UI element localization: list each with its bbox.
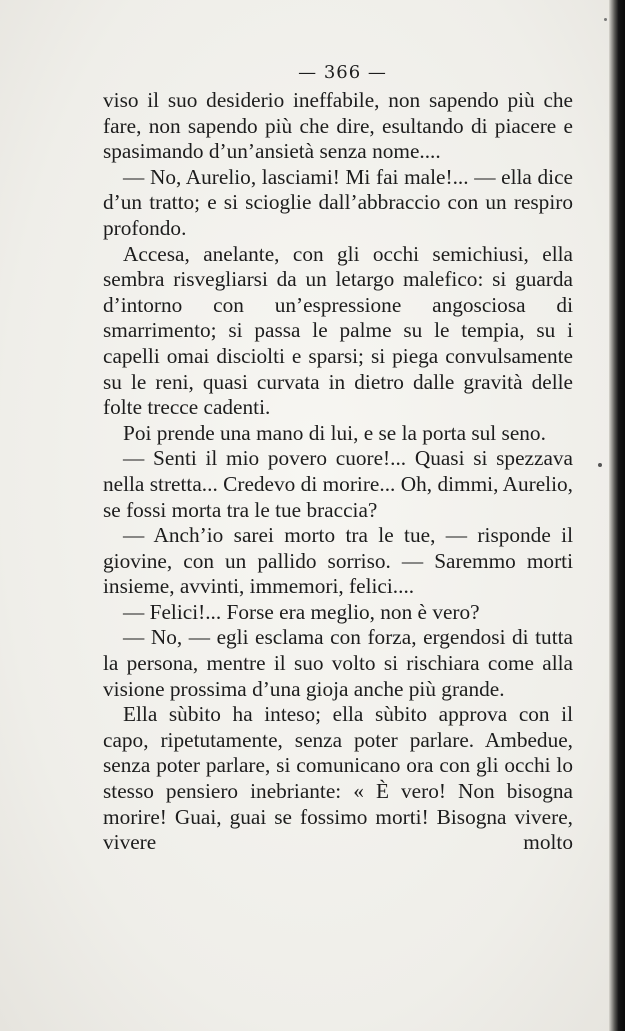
page-edge-shadow	[609, 0, 625, 1031]
page-number: — 366 —	[298, 62, 387, 83]
paragraph: — Anch’io sarei morto tra le tue, — risponde il giovine, con un pallido sorriso. — Saremmo morti insieme, avvinti, immemori, felici....	[103, 523, 573, 599]
paragraph: — Senti il mio povero cuore!... Quasi si spezzava nella stretta... Credevo di morire... Oh, dimmi, Aurelio, se fossi morta tra le tue braccia?	[103, 446, 573, 522]
paragraph: — Felici!... Forse era meglio, non è vero?	[123, 599, 480, 624]
paper-speck	[604, 18, 607, 21]
paragraph: Accesa, anelante, con gli occhi semichiusi, ella sembra risvegliarsi da un letargo malefico: si guarda d’intorno con un’espressione angosciosa di smarrimento; si passa le palme su le tempia, su i capelli omai disciolti e sparsi; si piega convulsamente su le reni, quasi curvata in dietro dalle gravità delle folte trecce cadenti.	[103, 241, 573, 420]
paper-speck	[598, 463, 602, 467]
paragraph: Poi prende una mano di lui, e se la porta sul seno.	[123, 420, 546, 445]
paragraph: viso il suo desiderio ineffabile, non sapendo più che fare, non sapendo più che dire, esultando di piacere e spasimando d’un’ansietà senza nome....	[103, 88, 573, 164]
paragraph: — No, Aurelio, lasciami! Mi fai male!... — ella dice d’un tratto; e si scioglie dall’abbraccio con un respiro profondo.	[103, 164, 573, 240]
paragraph: Ella sùbito ha inteso; ella sùbito approva con il capo, ripetutamente, senza poter parlare. Ambedue, senza poter parlare, si comunicano ora con gli occhi lo stesso pensiero inebriante: « È vero! Non bisogna morire! Guai, guai se fossimo morti! Bisogna vivere, vivere molto	[103, 702, 573, 855]
body-text	[103, 88, 573, 856]
paragraph: — No, — egli esclama con forza, ergendosi di tutta la persona, mentre il suo volto si rischiara come alla visione prossima d’una gioja anche più grande.	[103, 625, 573, 701]
